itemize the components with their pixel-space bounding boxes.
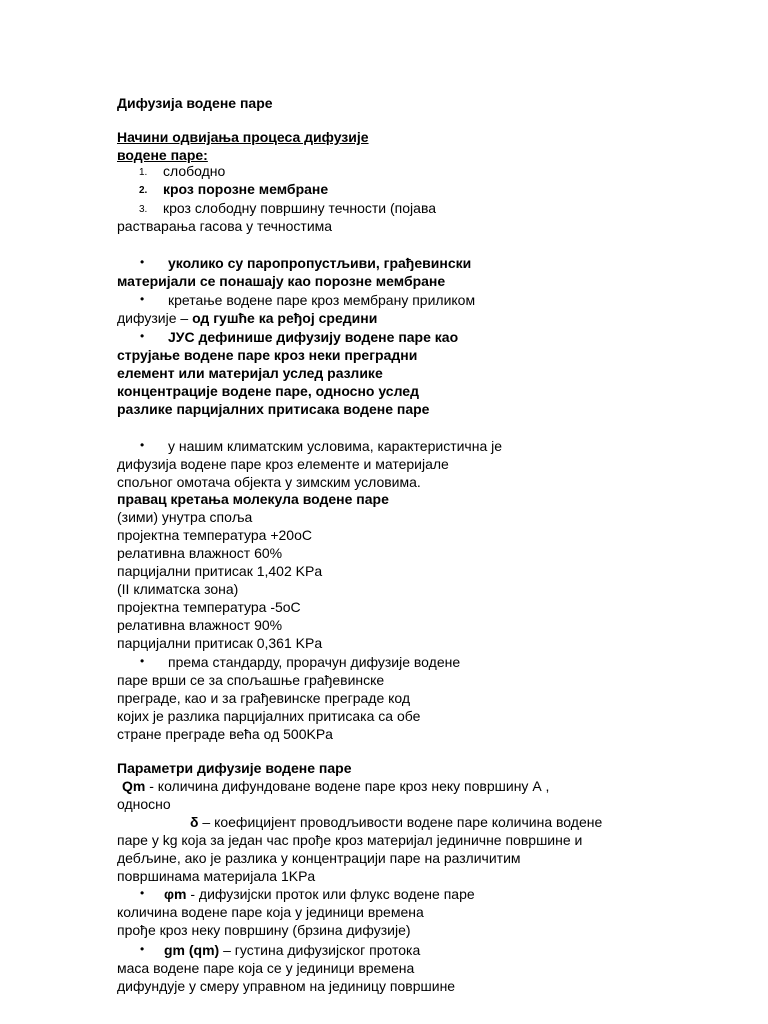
bullet-text: стране преграде већа од 500KPa	[117, 726, 333, 742]
param-line: паре у kg која за један час прође кроз материјал јединичне површине и	[117, 832, 583, 848]
bullet-text: паре врши се за спољашње грађевинске	[117, 672, 385, 688]
param-line: дифундује у смеру управном на јединицу површине	[117, 978, 456, 994]
text-line: пројектна температура -5оС	[117, 599, 301, 615]
bullet-text: према стандарду, прорачун дифузије водене	[168, 654, 461, 670]
param-line	[164, 942, 420, 959]
bullet-text: елемент или материјал услед разлике	[117, 365, 383, 381]
bullet-text	[117, 310, 377, 327]
bullet-icon: •	[140, 654, 145, 668]
param-symbol: Qm	[122, 778, 146, 794]
bullet-text: преграде, као и за грађевинске преграде код	[117, 690, 411, 706]
list-item: кроз порозне мембране	[163, 181, 329, 197]
list-number: 2.	[139, 185, 148, 196]
param-line: количина водене паре која у јединици времена	[117, 904, 424, 920]
bullet-text: ЈУС дефинише дифузију водене паре као	[168, 329, 459, 345]
param-line: односно	[117, 796, 171, 812]
param-line: дебљине, ако је разлика у концентрацији паре на различитим	[117, 850, 521, 866]
param-description: – густина дифузијског протока	[219, 942, 421, 958]
bullet-icon: •	[140, 942, 145, 956]
bullet-text-emphasis: од гушће ка ређој средини	[192, 310, 378, 326]
list-number: 1.	[139, 167, 148, 178]
bullet-text: разлике парцијалних притисака водене паре	[117, 401, 430, 417]
param-line	[164, 886, 475, 903]
list-item: слободно	[163, 163, 226, 179]
bullet-text: материјали се понашају као порозне мембране	[117, 273, 446, 289]
text-line: парцијални притисак 0,361 KPa	[117, 635, 323, 651]
param-line: површинама материјала 1KPa	[117, 868, 316, 884]
bullet-icon: •	[140, 255, 145, 269]
text-line: (II климатска зона)	[117, 581, 239, 597]
param-symbol: δ	[190, 814, 199, 830]
bullet-text: кретање водене паре кроз мембрану приликом	[168, 292, 476, 308]
section-heading: Начини одвијања процеса дифузије	[117, 129, 369, 145]
list-number: 3.	[139, 204, 148, 215]
bullet-text: струјање водене паре кроз неки преградни	[117, 347, 418, 363]
param-symbol: φm	[164, 886, 187, 902]
text-line: парцијални притисак 1,402 KPa	[117, 563, 323, 579]
list-item: кроз слободну површину течности (појава	[163, 200, 437, 216]
text-line: (зими) унутра споља	[117, 509, 253, 525]
bullet-icon: •	[140, 329, 145, 343]
document-title: Дифузија водене паре	[117, 95, 273, 111]
section-heading: водене паре:	[117, 147, 208, 163]
bullet-text: којих је разлика парцијалних притисака са обе	[117, 708, 421, 724]
bullet-text: спољног омотача објекта у зимским условима.	[117, 474, 421, 490]
bullet-text: концентрације водене паре, односно услед	[117, 383, 419, 399]
bullet-icon: •	[140, 886, 145, 900]
bullet-text-part: дифузије –	[117, 310, 193, 326]
param-line: прође кроз неку површину (брзина дифузије)	[117, 922, 411, 938]
bullet-text: уколико су паропропустљиви, грађевински	[168, 255, 472, 271]
subheading: правац кретања молекула водене паре	[117, 491, 389, 507]
param-symbol: gm (qm)	[164, 942, 220, 958]
bullet-icon: •	[140, 438, 145, 452]
text-line: релативна влажност 60%	[117, 545, 283, 561]
bullet-text: дифузија водене паре кроз елементе и материјале	[117, 456, 449, 472]
bullet-text: у нашим климатским условима, карактеристична је	[168, 438, 503, 454]
list-item-continuation: растварања гасова у течностима	[117, 218, 333, 234]
bullet-icon: •	[140, 292, 145, 306]
param-description: – коефицијент проводљивости водене паре количина водене	[198, 814, 603, 830]
param-line	[122, 778, 549, 795]
section-heading: Параметри дифузије водене паре	[117, 760, 352, 776]
param-description: - количина дифундоване водене паре кроз неку површину А ,	[145, 778, 550, 794]
text-line: релативна влажност 90%	[117, 617, 283, 633]
param-line: маса водене паре која се у јединици времена	[117, 960, 415, 976]
text-line: пројектна температура +20оС	[117, 527, 312, 543]
param-description: - дифузијски проток или флукс водене паре	[186, 886, 475, 902]
param-line	[190, 814, 602, 831]
